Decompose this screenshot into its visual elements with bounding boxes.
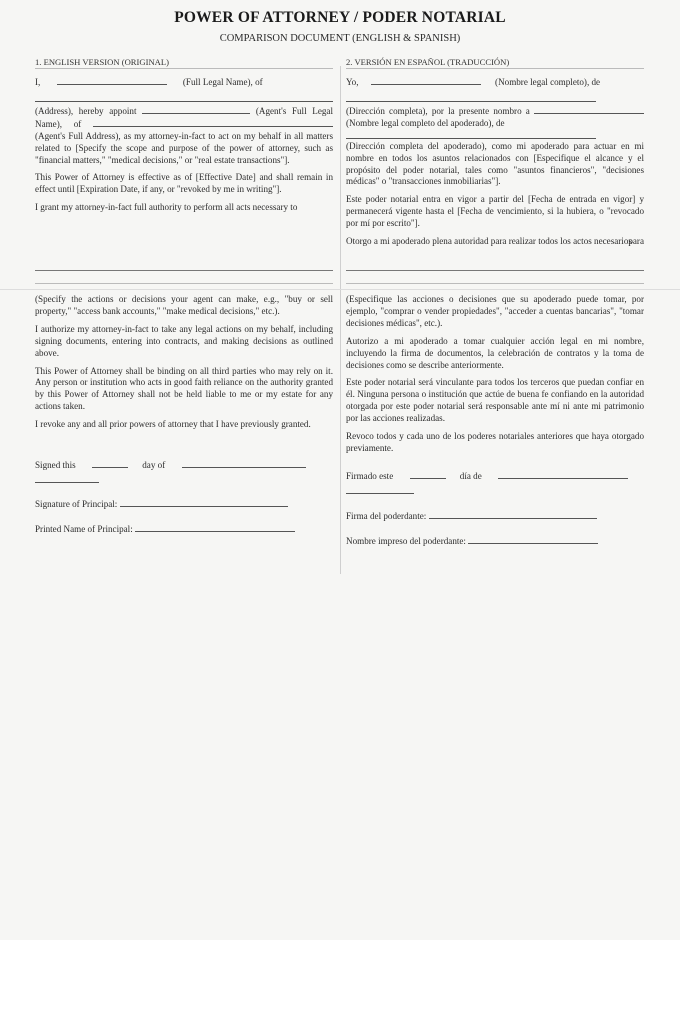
spanish-column-bottom [346,294,644,461]
signature-of-principal-blank[interactable] [120,498,288,507]
firmado-day-blank[interactable] [410,470,446,479]
spanish-signed-line [346,470,628,481]
english-actions-blank [35,270,333,271]
text-nombre-apoderado: (Nombre legal completo del apoderado), de [346,117,505,128]
english-specify-paragraph: (Specify the actions or decisions your agent can make, e.g., "buy or sell property," "access bank accounts," "make medical decisions," etc.). [35,294,333,316]
signed-month-blank[interactable] [182,459,306,468]
printed-name-of-principal-blank[interactable] [135,523,295,532]
signed-day-blank[interactable] [92,459,128,468]
document-subtitle: COMPARISON DOCUMENT (ENGLISH & SPANISH) [219,33,461,44]
english-legal-actions-paragraph: I authorize my attorney-in-fact to take any legal actions on my behalf, including signing documents, entering into contracts, and making decisions as outlined above. [35,323,333,358]
english-revoke-paragraph: I revoke any and all prior powers of attorney that I have previously granted. [35,419,311,430]
signature-of-principal-label: Signature of Principal: [35,499,118,509]
firmado-year-blank[interactable] [346,485,414,494]
section-separator [0,289,680,290]
spanish-heading-rule [346,68,644,69]
english-binding-paragraph: This Power of Attorney shall be binding on all third parties who may rely on it. Any person or institution who acts in good faith reliance on the authority granted by this Power of Attorney shall not be held liable to me or my estate for any actions taken. [35,365,333,412]
text-signed-this: Signed this [35,460,76,470]
spanish-revoke-paragraph: Revoco todos y cada uno de los poderes notariales anteriores que haya otorgado previamente. [346,431,644,453]
english-heading-rule [35,68,333,69]
text-yo: Yo, [346,77,359,87]
apoderado-name-blank [534,105,644,114]
firma-del-poderdante-blank[interactable] [429,510,597,519]
spanish-binding-paragraph: Este poder notarial será vinculante para todos los terceros que puedan confiar en él. Ninguna persona o institución que actúe de buena fe confiando en la autoridad otorgada por este poder notarial será responsable ante mí ni ante mi patrimonio por las acciones realizadas. [346,377,644,424]
poderdante-name-blank [371,76,481,85]
text-day-of: day of [142,460,166,470]
english-signature-field [35,498,288,509]
poderdante-address-blank [346,93,596,102]
text-firmado-este: Firmado este [346,471,394,481]
principal-name-blank [57,76,167,85]
text-dia-de: día de [459,471,482,481]
spanish-section-heading: 2. VERSIÓN EN ESPAÑOL (TRADUCCIÓN) [346,57,510,67]
english-signed-line-cont [35,474,99,485]
english-section-heading: 1. ENGLISH VERSION (ORIGINAL) [35,57,169,67]
english-column-top [35,76,333,220]
spanish-column-top [346,76,644,248]
spanish-signed-line-cont [346,485,414,496]
english-column-bottom [35,294,333,437]
spanish-signature-field [346,510,597,521]
english-scope-paragraph: Full Address), as my attorney-in-fact to act on my behalf in all matters related to [Specify the scope and purpose of the power of attorney, such as "financial matters," "medical decisions," or "real estate transactions"]. [35,130,333,165]
column-divider [340,66,341,574]
text-i: I, [35,77,41,87]
english-authority-paragraph: I grant my attorney-in-fact full authority to perform all acts necessary to [35,202,298,213]
text-direccion-nombro: (Dirección completa), por la presente nombro a [346,105,530,116]
text-para: para [628,235,644,246]
text-nombre-legal: (Nombre legal completo), de [495,77,601,87]
text-agent-address: (Agent's [35,130,66,141]
printed-name-of-principal-label: Printed Name of Principal: [35,524,133,534]
text-full-legal-name: (Full Legal Name), of [182,77,263,87]
spanish-scope-paragraph: (Dirección completa del apoderado), como mi apoderado para actuar en mi nombre en todos los asuntos relacionados con [Especifique el alcance y el propósito del poder notarial, tales como "asuntos financieros", "decisiones médicas" o "transacciones inmobiliarias"]. [346,140,644,187]
nombre-impreso-label: Nombre impreso del poderdante: [346,536,466,546]
english-printed-name-field [35,523,295,534]
spanish-legal-actions-paragraph: Autorizo a mi apoderado a tomar cualquier acción legal en mi nombre, incluyendo la firma de documentos, la celebración de contratos y la toma de decisiones como se describe anteriormente. [346,335,644,370]
spanish-actions-blank [346,270,644,271]
spanish-printed-name-field [346,535,598,546]
signed-year-blank[interactable] [35,474,99,483]
spanish-authority-paragraph: Otorgo a mi apoderado plena autoridad para realizar todos los actos necesarios [346,236,632,247]
english-actions-blank-2 [35,283,333,284]
english-signed-line [35,459,306,470]
text-agent-name: (Agent's Full Legal Name), of [35,105,333,129]
text-address-appoint: (Address), hereby appoint [35,105,137,116]
spanish-specify-paragraph: (Especifique las acciones o decisiones que su apoderado puede tomar, por ejemplo, "comprar o vender propiedades", "acceder a cuentas bancarias", "tomar decisiones médicas", etc.). [346,294,644,328]
firmado-month-blank[interactable] [498,470,628,479]
principal-address-blank [35,93,333,102]
english-effective-paragraph: This Power of Attorney is effective as of [Effective Date] and shall remain in effect until [Expiration Date, if any, or "revoked by me in writing"]. [35,172,333,195]
agent-name-blank [142,105,250,114]
firma-del-poderdante-label: Firma del poderdante: [346,511,427,521]
nombre-impreso-blank[interactable] [468,535,598,544]
document-title: POWER OF ATTORNEY / PODER NOTARIAL [174,9,506,26]
spanish-actions-blank-2 [346,283,644,284]
agent-address-blank [93,118,333,127]
apoderado-address-blank [346,130,596,139]
spanish-effective-paragraph: Este poder notarial entra en vigor a partir del [Fecha de entrada en vigor] y permanecerá vigente hasta el [Fecha de vencimiento, si la hubiera, o "revocado por mí por escrito"]. [346,194,644,229]
